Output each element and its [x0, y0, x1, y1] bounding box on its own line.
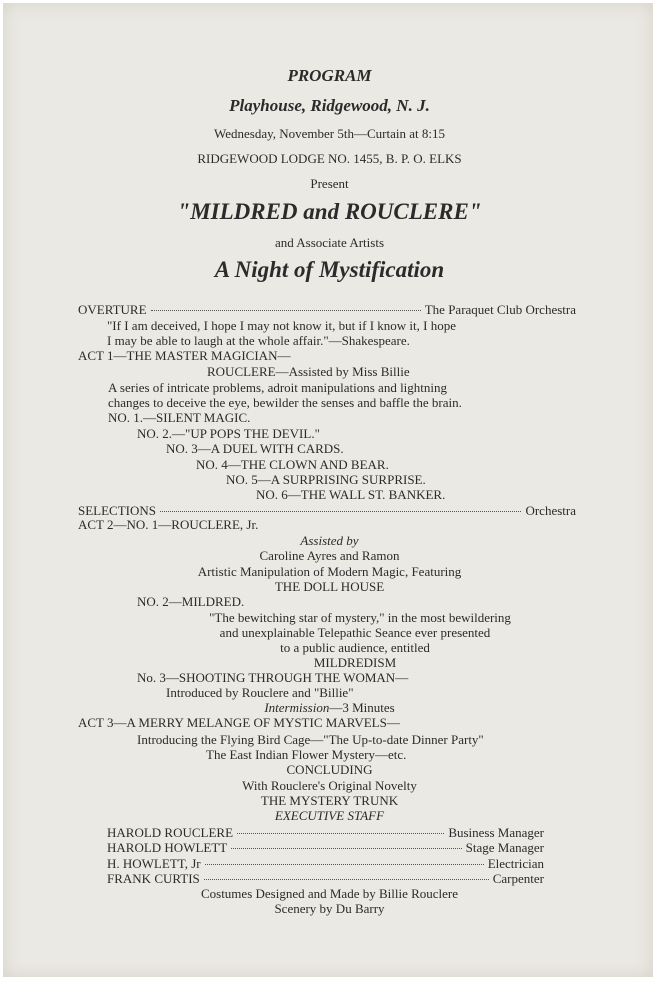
leader-dots: [151, 310, 421, 311]
staff-role: Electrician: [487, 856, 544, 871]
act1-item: NO. 5—A SURPRISING SURPRISE.: [226, 472, 426, 487]
act3-title: ACT 3—A MERRY MELANGE OF MYSTIC MARVELS—: [78, 715, 400, 730]
selections-performer: Orchestra: [525, 503, 576, 518]
overture-row: [78, 302, 576, 318]
act2-no3: No. 3—SHOOTING THROUGH THE WOMAN—: [137, 670, 409, 685]
intermission-label: Intermission: [264, 700, 330, 715]
costumes-credit: Costumes Designed and Made by Billie Rouclere: [200, 886, 459, 901]
date-line: Wednesday, November 5th—Curtain at 8:15: [214, 126, 445, 141]
staff-name: HAROLD ROUCLERE: [107, 825, 234, 840]
act2-star-2: and unexplainable Telepathic Seance ever presented: [219, 625, 491, 640]
intermission-line: [0, 700, 659, 716]
act2-introduced: Introduced by Rouclere and "Billie": [166, 685, 354, 700]
program-heading: PROGRAM: [287, 66, 372, 85]
staff-row: [107, 871, 544, 887]
scenery-credit: Scenery by Du Barry: [274, 901, 385, 916]
act1-item: NO. 1.—SILENT MAGIC.: [108, 410, 251, 425]
act1-item: NO. 6—THE WALL ST. BANKER.: [256, 487, 446, 502]
selections-label: SELECTIONS: [78, 503, 156, 518]
act2-doll-house: THE DOLL HOUSE: [274, 579, 385, 594]
act3-trunk: THE MYSTERY TRUNK: [260, 793, 399, 808]
leader-dots: [204, 879, 489, 880]
staff-heading: EXECUTIVE STAFF: [274, 808, 385, 823]
staff-role: Stage Manager: [465, 840, 544, 855]
act1-desc-2: changes to deceive the eye, bewilder the senses and baffle the brain.: [108, 395, 462, 410]
leader-dots: [237, 833, 444, 834]
act3-bird-cage: Introducing the Flying Bird Cage—"The Up-to-date Dinner Party": [137, 732, 484, 747]
show-subtitle: A Night of Mystification: [214, 257, 445, 282]
act1-item: NO. 4—THE CLOWN AND BEAR.: [196, 457, 389, 472]
staff-name: FRANK CURTIS: [107, 871, 200, 886]
act3-novelty: With Rouclere's Original Novelty: [242, 778, 417, 793]
staff-row: [107, 856, 544, 872]
lodge-line: RIDGEWOOD LODGE NO. 1455, B. P. O. ELKS: [197, 151, 462, 166]
act1-item: NO. 3—A DUEL WITH CARDS.: [166, 441, 344, 456]
staff-row: [107, 825, 544, 841]
act1-item: NO. 2.—"UP POPS THE DEVIL.": [137, 426, 320, 441]
act2-artistic: Artistic Manipulation of Modern Magic, Featuring: [197, 564, 462, 579]
act2-star-1: "The bewitching star of mystery," in the most bewildering: [209, 610, 511, 625]
intermission-duration: —3 Minutes: [329, 700, 395, 715]
act3-flower: The East Indian Flower Mystery—etc.: [206, 747, 407, 762]
act2-no2: NO. 2—MILDRED.: [137, 594, 245, 609]
leader-dots: [231, 848, 461, 849]
staff-role: Business Manager: [448, 825, 544, 840]
staff-role: Carpenter: [492, 871, 544, 886]
associates-line: and Associate Artists: [274, 235, 385, 250]
act2-star-3: to a public audience, entitled: [280, 640, 430, 655]
quote-line-2: I may be able to laugh at the whole affair."—Shakespeare.: [107, 333, 410, 348]
present-line: Present: [310, 176, 349, 191]
overture-performer: The Paraquet Club Orchestra: [424, 302, 576, 317]
leader-dots: [160, 511, 521, 512]
leader-dots: [205, 864, 484, 865]
act1-desc-1: A series of intricate problems, adroit manipulations and lightning: [108, 380, 448, 395]
staff-row: [107, 840, 544, 856]
act2-assistants: Caroline Ayres and Ramon: [259, 548, 400, 563]
act2-title: ACT 2—NO. 1—ROUCLERE, Jr.: [78, 517, 259, 532]
act1-title: ACT 1—THE MASTER MAGICIAN—: [78, 348, 291, 363]
act1-performer: ROUCLERE—Assisted by Miss Billie: [207, 364, 410, 379]
act2-mildredism: MILDREDISM: [313, 655, 397, 670]
venue-line: Playhouse, Ridgewood, N. J.: [229, 96, 430, 115]
staff-name: HAROLD HOWLETT: [107, 840, 228, 855]
show-title: "MILDRED and ROUCLERE": [177, 199, 482, 224]
overture-label: OVERTURE: [78, 302, 147, 317]
act2-assisted-by: Assisted by: [300, 533, 359, 548]
quote-line-1: "If I am deceived, I hope I may not know it, but if I know it, I hope: [107, 318, 456, 333]
staff-name: H. HOWLETT, Jr: [107, 856, 201, 871]
act3-concluding: CONCLUDING: [286, 762, 373, 777]
